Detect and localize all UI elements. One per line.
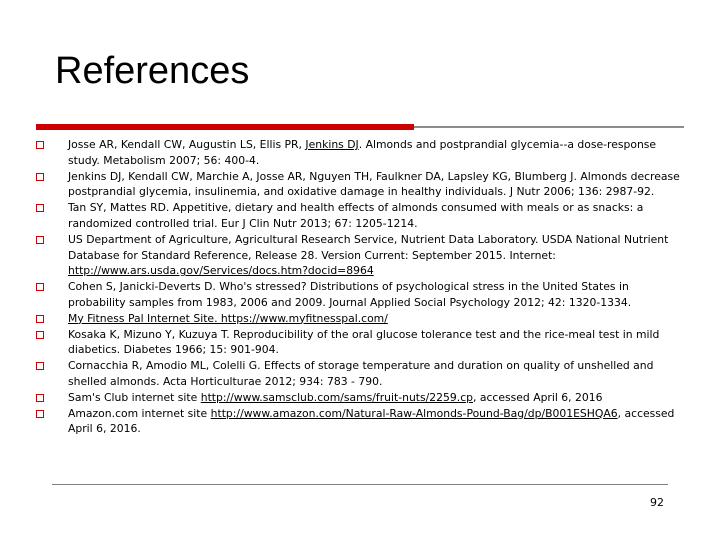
- reference-text: US Department of Agriculture, Agricultural Research Service, Nutrient Data Laboratory. USDA National Nutrient Database for Standard Reference, Release 28. Version Current: September 2015. Internet:: [68, 232, 669, 262]
- reference-text: Kosaka K, Mizuno Y, Kuzuya T. Reproducibility of the oral glucose tolerance test and the rice-meal test in mild diabetics. Diabetes 1966; 15: 901-904.: [68, 327, 660, 357]
- reference-link[interactable]: Jenkins DJ: [305, 138, 359, 151]
- title-underline-accent: [36, 124, 414, 130]
- reference-item: [36, 200, 686, 232]
- reference-text: Cornacchia R, Amodio ML, Colelli G. Effects of storage temperature and duration on quality of unshelled and shelled almonds. Acta Horticulturae 2012; 934: 783 - 790.: [68, 359, 654, 388]
- reference-text: Jenkins DJ, Kendall CW, Marchie A, Josse AR, Nguyen TH, Faulkner DA, Lapsley KG, Blumberg J. Almonds decrease postprandial glycemia, insulinemia, and oxidative damage in healthy individuals. J Nutr 2006; 136: 2987-92.: [68, 169, 680, 199]
- reference-item: [36, 406, 686, 438]
- reference-list: [36, 137, 686, 437]
- reference-text-after: . Almonds and postprandial glycemia--a dose-response study. Metabolism 2007; 56: 400-4.: [68, 138, 657, 167]
- reference-text: Amazon.com internet site: [68, 406, 211, 420]
- title-underline-rule: [414, 126, 684, 128]
- page-number: 92: [650, 496, 664, 509]
- reference-link[interactable]: http://www.amazon.com/Natural-Raw-Almonds-Pound-Bag/dp/B001ESHQA6: [210, 406, 618, 420]
- square-bullet-icon: [36, 315, 44, 323]
- title-underline: [36, 124, 684, 130]
- reference-text: Sam's Club internet site: [68, 390, 201, 404]
- square-bullet-icon: [36, 331, 44, 339]
- reference-item: [36, 311, 686, 327]
- square-bullet-icon: [36, 283, 44, 291]
- reference-link[interactable]: http://www.samsclub.com/sams/fruit-nuts/2259.cp: [200, 390, 474, 404]
- slide-title: References: [55, 50, 250, 92]
- reference-text-after: , accessed April 6, 2016.: [68, 406, 675, 436]
- square-bullet-icon: [36, 362, 44, 370]
- square-bullet-icon: [36, 141, 44, 149]
- square-bullet-icon: [36, 204, 44, 212]
- reference-text: Tan SY, Mattes RD. Appetitive, dietary and health effects of almonds consumed with meals or as snacks: a randomized controlled trial. Eur J Clin Nutr 2013; 67: 1205-1214.: [68, 201, 644, 230]
- reference-item: [36, 169, 686, 201]
- footer-divider: [52, 484, 668, 485]
- reference-link[interactable]: http://www.ars.usda.gov/Services/docs.htm?docid=8964: [68, 264, 374, 278]
- square-bullet-icon: [36, 236, 44, 244]
- reference-link[interactable]: My Fitness Pal Internet Site. https://www.myfitnesspal.com/: [68, 311, 388, 325]
- square-bullet-icon: [36, 173, 44, 181]
- square-bullet-icon: [36, 410, 44, 418]
- reference-item: [36, 279, 686, 311]
- square-bullet-icon: [36, 394, 44, 402]
- reference-text: Cohen S, Janicki-Deverts D. Who's stressed? Distributions of psychological stress in the United States in probability samples from 1983, 2006 and 2009. Journal Applied Social Psychology 2012; 42: 1320-1334.: [68, 280, 632, 309]
- reference-item: [36, 390, 686, 406]
- reference-item: [36, 137, 686, 169]
- reference-text-after: , accessed April 6, 2016: [473, 390, 603, 404]
- reference-text: Josse AR, Kendall CW, Augustin LS, Ellis PR,: [68, 138, 306, 151]
- reference-item: [36, 327, 686, 359]
- reference-item: [36, 358, 686, 390]
- reference-item: [36, 232, 686, 279]
